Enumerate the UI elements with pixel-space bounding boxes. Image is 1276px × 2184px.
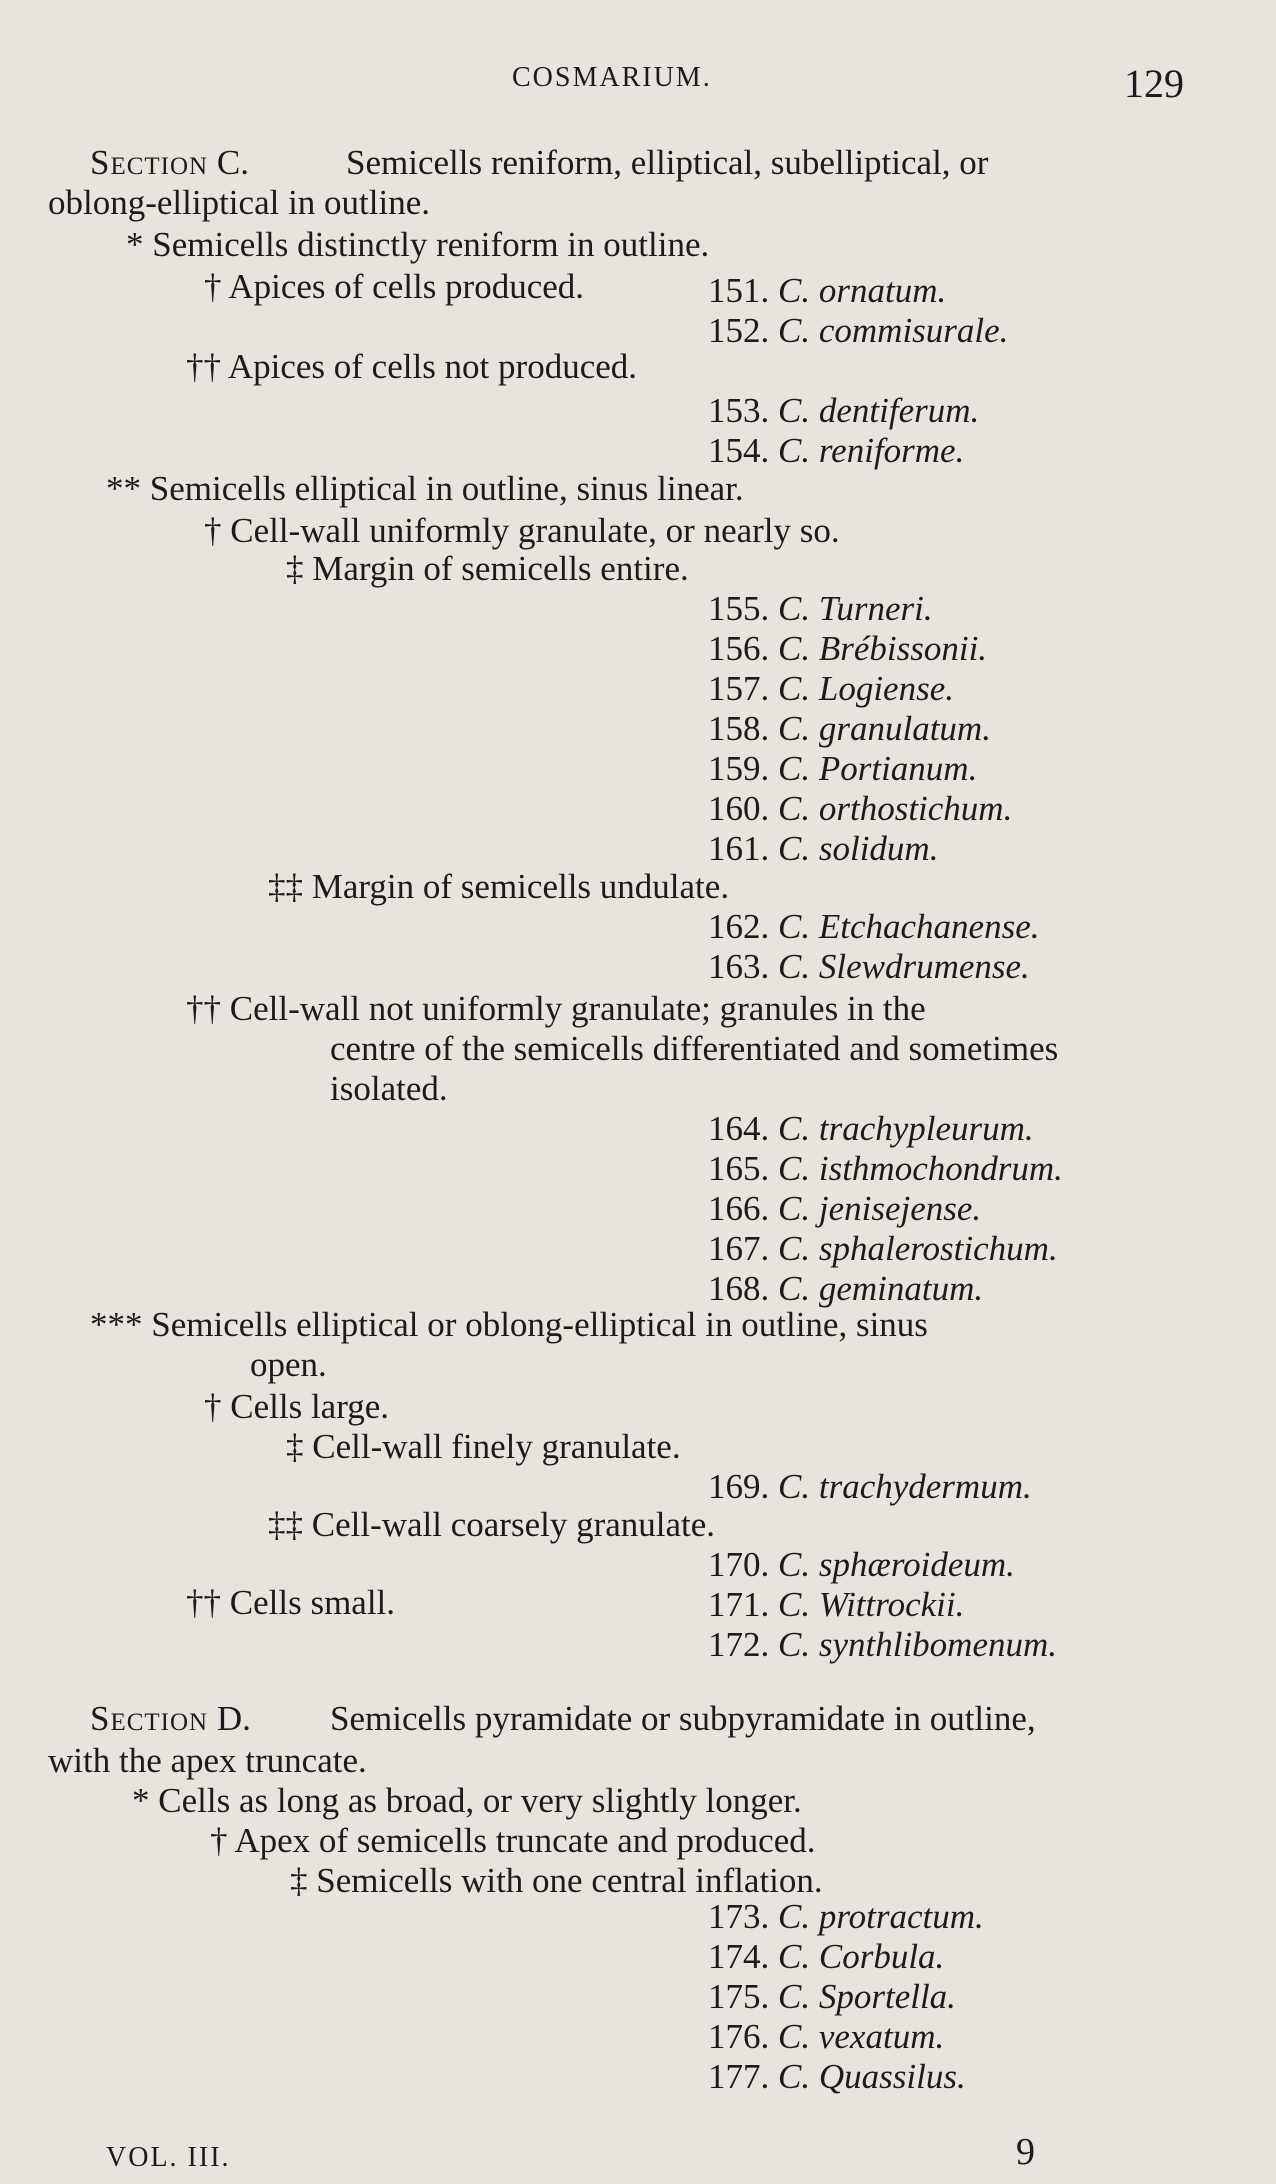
key-mark: *** [90,1305,143,1344]
species-name: Corbula. [818,1937,945,1976]
key-text: Cell-wall coarsely granulate. [311,1505,716,1544]
key-line [186,1584,395,1623]
species-name: isthmochondrum. [818,1149,1063,1188]
species-number: 170. [708,1545,770,1584]
species-number: 175. [708,1977,770,2016]
section-label: Section [90,1699,209,1738]
species-name: orthostichum. [818,789,1013,828]
species-name: Quassilus. [818,2057,966,2096]
species-name: trachydermum. [818,1467,1032,1506]
key-text: Apex of semicells truncate and produced. [234,1821,816,1860]
key-text: Cell-wall uniformly granulate, or nearly so. [230,511,840,550]
key-mark: ‡‡ [268,1505,303,1544]
section-letter: C. [216,143,249,182]
species-entry [708,392,979,431]
key-mark: † [204,267,222,306]
species-name: Turneri. [818,589,933,628]
species-name: synthlibomenum. [818,1625,1058,1664]
species-entry [708,1978,956,2017]
species-genus: C. [778,1977,811,2016]
key-line [268,1506,715,1545]
key-text: Cell-wall finely granulate. [312,1427,681,1466]
species-name: Brébissonii. [818,629,988,668]
species-number: 152. [708,311,770,350]
species-entry [708,1586,964,1625]
species-genus: C. [778,2017,811,2056]
key-line [204,268,584,307]
species-genus: C. [778,669,811,708]
key-mark: ‡ [290,1861,308,1900]
section-d-heading [90,1700,251,1739]
species-entry [708,830,938,869]
species-name: Slewdrumense. [818,947,1030,986]
species-name: trachypleurum. [818,1109,1034,1148]
key-text: Margin of semicells undulate. [311,867,730,906]
species-genus: C. [778,1585,811,1624]
species-number: 162. [708,907,770,946]
species-number: 154. [708,431,770,470]
key-text: Cells as long as broad, or very slightly longer. [158,1781,802,1820]
species-entry [708,1110,1034,1149]
species-genus: C. [778,1937,811,1976]
species-name: granulatum. [818,709,991,748]
species-entry [708,1230,1058,1269]
species-number: 174. [708,1937,770,1976]
species-number: 160. [708,789,770,828]
species-number: 159. [708,749,770,788]
key-mark: † [204,1387,222,1426]
key-line [186,348,637,387]
species-entry [708,2018,944,2057]
species-entry [708,630,987,669]
species-name: Sportella. [818,1977,956,2016]
species-number: 172. [708,1625,770,1664]
species-number: 173. [708,1897,770,1936]
species-entry [708,670,954,709]
key-text: Semicells distinctly reniform in outline. [152,225,710,264]
species-genus: C. [778,2057,811,2096]
key-text: Semicells elliptical or oblong-elliptical in outline, sinus [151,1305,928,1344]
species-entry [708,272,946,311]
key-line [286,1428,681,1467]
key-line [132,1782,802,1821]
species-entry [708,1898,984,1937]
species-entry [708,1190,981,1229]
species-name: Logiense. [818,669,954,708]
species-name: geminatum. [818,1269,984,1308]
species-number: 169. [708,1467,770,1506]
species-number: 158. [708,709,770,748]
key-mark: † [210,1821,228,1860]
key-mark: †† [186,1583,221,1622]
key-line [210,1822,816,1861]
species-name: jenisejense. [818,1189,982,1228]
species-genus: C. [778,589,811,628]
species-number: 165. [708,1149,770,1188]
key-text: Cells small. [229,1583,396,1622]
species-genus: C. [778,1109,811,1148]
key-line [204,1388,389,1427]
key-text: Margin of semicells entire. [312,549,689,588]
key-line-cont: centre of the semicells differentiated and sometimes [330,1029,1059,1068]
species-name: solidum. [818,829,939,868]
key-line [290,1862,823,1901]
key-line [126,226,709,265]
key-mark: * [126,225,144,264]
species-genus: C. [778,709,811,748]
species-number: 157. [708,669,770,708]
species-name: Etchachanense. [818,907,1040,946]
species-entry [708,1938,944,1977]
species-entry [708,1546,1015,1585]
species-genus: C. [778,749,811,788]
signature-mark: 9 [1016,2131,1035,2173]
species-entry [708,1270,983,1309]
running-title: COSMARIUM. [512,62,712,93]
species-genus: C. [778,1625,811,1664]
species-number: 163. [708,947,770,986]
species-number: 168. [708,1269,770,1308]
species-entry [708,750,977,789]
species-name: sphalerostichum. [818,1229,1058,1268]
key-mark: †† [186,347,221,386]
key-text: Semicells with one central inflation. [316,1861,823,1900]
key-mark: †† [186,989,221,1028]
key-line [186,990,926,1029]
species-genus: C. [778,789,811,828]
species-genus: C. [778,271,811,310]
species-genus: C. [778,629,811,668]
key-mark: ‡ [286,549,304,588]
species-entry [708,1626,1057,1665]
section-d-text: Semicells pyramidate or subpyramidate in outline, [330,1699,1036,1738]
species-entry [708,2058,966,2097]
species-name: dentiferum. [818,391,980,430]
species-genus: C. [778,947,811,986]
species-genus: C. [778,1467,811,1506]
key-text: Apices of cells not produced. [227,347,638,386]
key-line-cont: isolated. [330,1069,448,1108]
key-line [106,470,744,509]
species-genus: C. [778,1149,811,1188]
species-name: commisurale. [818,311,1009,350]
species-name: vexatum. [818,2017,945,2056]
key-text: Cells large. [230,1387,390,1426]
species-genus: C. [778,311,811,350]
key-line [286,550,689,589]
species-name: sphæroideum. [818,1545,1015,1584]
species-genus: C. [778,391,811,430]
species-genus: C. [778,829,811,868]
species-genus: C. [778,431,811,470]
species-genus: C. [778,1189,811,1228]
key-mark: † [204,511,222,550]
species-name: ornatum. [818,271,947,310]
section-d-text-cont: with the apex truncate. [48,1741,367,1780]
species-number: 161. [708,829,770,868]
key-text: Apices of cells produced. [228,267,585,306]
species-name: reniforme. [818,431,965,470]
species-name: Wittrockii. [818,1585,965,1624]
species-number: 166. [708,1189,770,1228]
species-entry [708,710,991,749]
key-line [90,1306,928,1345]
key-line-cont: open. [250,1345,327,1384]
species-number: 164. [708,1109,770,1148]
species-genus: C. [778,1269,811,1308]
species-genus: C. [778,1229,811,1268]
section-c-text: Semicells reniform, elliptical, subelliptical, or [346,143,989,182]
page-number: 129 [1124,61,1184,106]
species-entry [708,948,1030,987]
species-number: 155. [708,589,770,628]
species-entry [708,590,933,629]
species-genus: C. [778,1897,811,1936]
species-entry [708,1468,1032,1507]
key-mark: ‡‡ [268,867,303,906]
species-number: 151. [708,271,770,310]
species-genus: C. [778,907,811,946]
volume-label: VOL. III. [106,2142,231,2173]
key-text: Semicells elliptical in outline, sinus linear. [149,469,744,508]
species-entry [708,908,1039,947]
species-entry [708,790,1012,829]
species-entry [708,432,964,471]
key-text: Cell-wall not uniformly granulate; granules in the [229,989,926,1028]
species-number: 171. [708,1585,770,1624]
species-number: 153. [708,391,770,430]
key-mark: ‡ [286,1427,304,1466]
section-letter: D. [216,1699,251,1738]
species-number: 176. [708,2017,770,2056]
species-entry [708,312,1008,351]
key-line [268,868,729,907]
key-mark: ** [106,469,141,508]
species-name: protractum. [818,1897,984,1936]
section-c-text-cont: oblong-elliptical in outline. [48,183,431,222]
species-number: 156. [708,629,770,668]
species-genus: C. [778,1545,811,1584]
species-number: 177. [708,2057,770,2096]
key-line [204,512,840,551]
species-name: Portianum. [818,749,978,788]
section-c-heading [90,144,249,183]
species-number: 167. [708,1229,770,1268]
section-label: Section [90,143,209,182]
species-entry [708,1150,1063,1189]
key-mark: * [132,1781,150,1820]
